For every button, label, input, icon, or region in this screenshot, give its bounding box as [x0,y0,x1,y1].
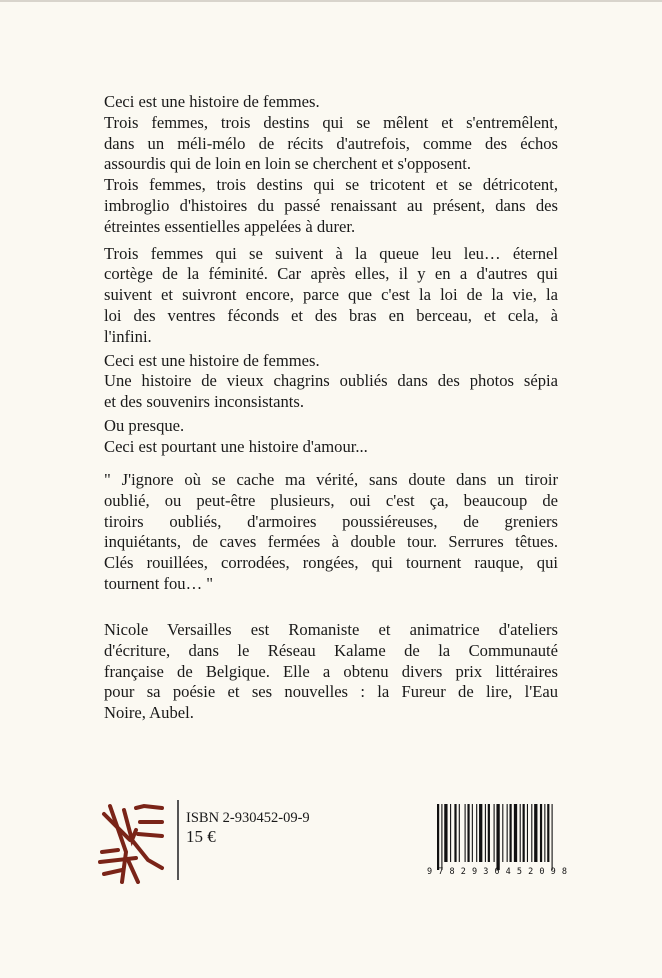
barcode-bar [479,804,482,862]
barcode-bar [441,804,442,870]
barcode-bar [502,804,503,862]
barcode-bar [476,804,477,862]
barcode-bar [472,804,473,862]
paragraph-line: Ceci est une histoire de femmes. [104,350,320,370]
bio-line: d'écriture, dans le Réseau Kalame de la Communauté [104,640,558,660]
quote-line: " J'ignore où se cache ma vérité, sans doute dans un tiroir [104,470,558,489]
divider [177,800,179,880]
paragraph-line: imbroglio d'histoires du passé renaissant au présent, dans des [104,195,558,215]
paragraph-line: cortège de la féminité. Car après elles, il y en a d'autres qui [104,264,558,284]
quote-line: inquiétants, de caves fermées à double tour. Serrures têtues. [104,532,558,552]
paragraph-line: Trois femmes, trois destins qui se tricotent et se détricotent, [104,175,558,195]
barcode-bar [437,804,439,870]
paragraph [104,437,558,458]
barcode-bar [444,804,447,862]
paragraph [104,416,558,437]
paragraph-line: Trois femmes, trois destins qui se mêlent et s'entremêlent, [104,112,558,132]
barcode-bar [465,804,466,862]
excerpt-quote [104,470,558,595]
price: 15 € [186,827,216,846]
barcode-bar [552,804,553,870]
paragraph-line: loi des ventres féconds et des bras en berceau, et cela, à [104,305,558,325]
bio-line: Nicole Versailles est Romaniste et animatrice d'ateliers [104,620,558,639]
bio-line: française de Belgique. Elle a obtenu divers prix littéraires [104,661,558,681]
paragraph [104,351,558,372]
paragraph [104,113,558,175]
barcode-bar [544,804,545,862]
barcode-bar [523,804,525,862]
barcode-bar [485,804,486,862]
barcode-bar [547,804,549,862]
barcode-bar [527,804,528,862]
barcode-bar [488,804,490,862]
barcode-bar [467,804,469,862]
paragraph-line: et des souvenirs inconsistants. [104,392,305,412]
paragraph [104,175,558,237]
barcode [425,804,573,876]
barcode-bar [514,804,517,862]
isbn: ISBN 2-930452-09-9 [186,810,310,826]
paragraph-line: Trois femmes qui se suivent à la queue leu leu… éternel [104,243,558,263]
barcode-bar [454,804,456,862]
paragraph-line: étreintes essentielles appelées à durer. [104,216,356,236]
paragraph-line: Ceci est une histoire de femmes. [104,92,320,111]
barcode-digits: 9 7 8 2 9 3 0 4 5 2 0 9 8 [427,867,567,876]
paragraph-line: Une histoire de vieux chagrins oubliés dans des photos sépia [104,371,558,391]
paragraph-line: Ceci est pourtant une histoire d'amour... [104,436,368,456]
scan-edge [0,0,662,2]
paragraph-line: assourdis qui de loin en loin se cherchent et s'opposent. [104,154,472,174]
paragraph-line: Ou presque. [104,415,185,435]
barcode-bar [494,804,495,862]
barcode-bar [507,804,508,862]
quote-line: Clés rouillées, corrodées, rongées, qui tournent rauque, qui [104,553,558,573]
barcode-bar [531,804,532,862]
paragraph [104,92,558,113]
barcode-bar [540,804,542,862]
bio-line: Noire, Aubel. [104,703,194,723]
paragraph [104,244,558,348]
barcode-bar [496,804,499,870]
quote-line: tournent fou… " [104,573,214,593]
paragraph-line: dans un méli-mélo de récits d'autrefois, comme des échos [104,133,558,153]
barcode-bar [534,804,537,862]
bio-line: pour sa poésie et ses nouvelles : la Fureur de lire, l'Eau [104,682,558,702]
quote-line: oublié, ou peut-être plusieurs, oui c'est ça, beaucoup de [104,490,558,510]
barcode-bar [510,804,512,862]
author-bio [104,620,558,724]
barcode-bar [450,804,451,862]
barcode-bar [459,804,460,862]
paragraph-line: suivent et suivront encore, parce que c'est la loi de la vie, la [104,285,558,305]
barcode-bar [520,804,521,862]
paragraph-line: l'infini. [104,326,152,346]
publisher-logo [96,800,166,884]
quote-line: tiroirs oubliés, d'armoires poussiéreuses, de greniers [104,511,558,531]
blurb-text [104,92,558,458]
paragraph [104,371,558,413]
